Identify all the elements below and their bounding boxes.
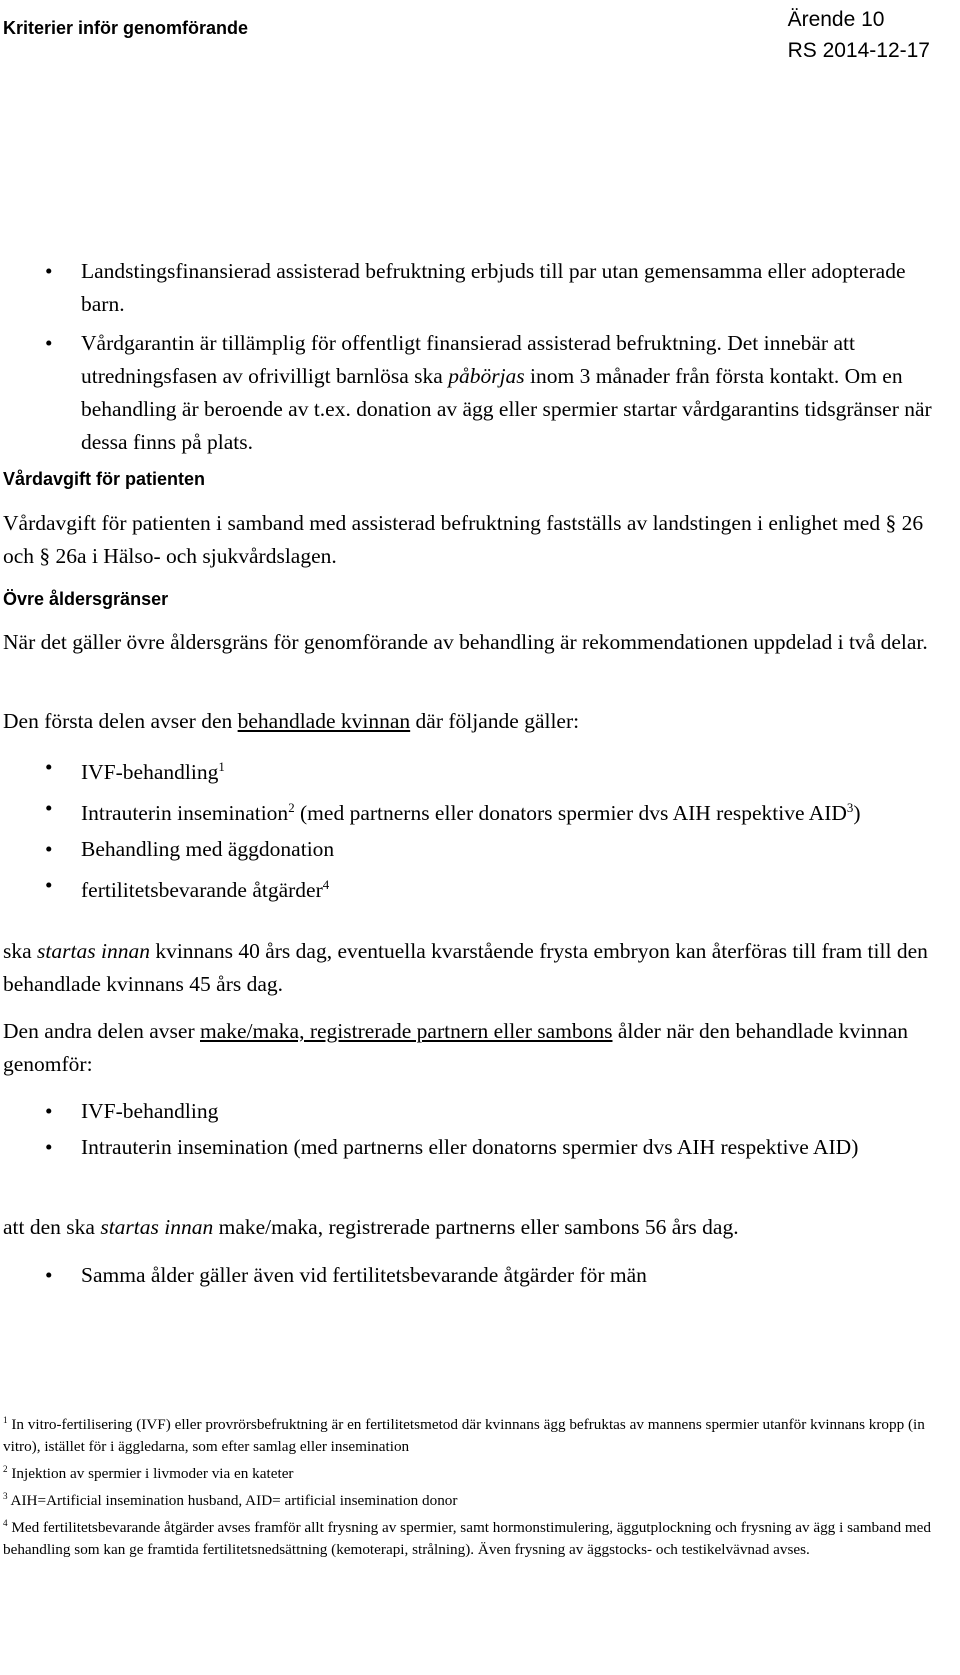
document-header — [788, 4, 930, 66]
bullet-icon: • — [45, 1263, 53, 1287]
case-number: Ärende 10 — [787, 8, 885, 31]
footnote-3: $^3$ AIH=Artificial insemination husband, AID= artificial insemination donor — [3, 1491, 458, 1510]
age-list-3 — [3, 1259, 943, 1292]
list-item: • fertilitetsbevarande åtgärder$^4$ — [3, 869, 943, 907]
list-item: • IVF-behandling — [3, 1095, 943, 1128]
footnote-4: $^4$ Med fertilitetsbevarande åtgärder avses framför allt frysning av spermier, samt hormonstimulering, äggutplockning och frysning av ägg i samband med behandling som kan ge framtida fertilitetsnedsättning (kemoterapi, strålning). Även frysning av äggstocks- och testikelvävnad avses. — [3, 1518, 932, 1559]
bullet-icon: • — [45, 873, 53, 898]
criteria-heading: Kriterier inför genomförande — [3, 18, 249, 38]
age-intro: När det gäller övre åldersgräns för genomförande av behandling är rekommendationen uppdelad i två delar. — [3, 630, 928, 654]
footnotes — [3, 1409, 943, 1561]
list-item: • IVF-behandling$^1$ — [3, 751, 943, 789]
list-item: • Behandling med äggdonation — [3, 833, 943, 866]
fee-text: Vårdavgift för patienten i samband med assisterad befruktning fastställs av landstingen i enlighet med § 26 och § 26a i Hälso- och sjukvårdslagen. — [3, 511, 924, 568]
bullet-icon: • — [45, 796, 53, 821]
list-item: • Intrauterin insemination$^2$ (med partnerns eller donators spermier dvs AIH respektive AID$^3$) — [3, 792, 943, 830]
footnote-1: $^1$ In vitro-fertilisering (IVF) eller provrörsbefruktning är en fertilitetsmetod där kvinnans ägg befruktas av mannens spermier utanför kvinnans kropp (in vitro), istället för i äggledarna, som efter samlag eller insemination — [3, 1415, 925, 1456]
list-item: • Samma ålder gäller även vid fertilitetsbevarande åtgärder för män — [3, 1259, 943, 1292]
footnote-2: $^2$ Injektion av spermier i livmoder via en kateter — [3, 1464, 294, 1483]
bullet-icon: • — [45, 1099, 53, 1123]
bullet-icon: • — [45, 1135, 53, 1159]
age-list-2 — [3, 1095, 943, 1164]
list-item: • Landstingsfinansierad assisterad befruktning erbjuds till par utan gemensamma eller adopterade barn. — [3, 255, 943, 321]
age-list-1 — [3, 751, 943, 907]
bullet-icon: • — [45, 837, 53, 862]
age-heading: Övre åldersgränser — [3, 589, 169, 609]
bullet-icon: • — [45, 755, 53, 779]
age-part1-intro: Den första delen avser den behandlade kvinnan där följande gäller: — [3, 709, 580, 733]
age-rule-1: ska startas innan kvinnans 40 års dag, eventuella kvarstående frysta embryon kan återföras till fram till den behandlade kvinnans 45 års dag. — [3, 939, 928, 996]
list-item: • Vårdgarantin är tillämplig för offentligt finansierad assisterad befruktning. Det innebär att utredningsfasen av ofrivilligt barnlösa ska påbörjas inom 3 månader från första kontakt. Om en behandling är beroende av t.ex. donation av ägg eller spermier startar vårdgarantins tidsgränser när dessa finns på plats. — [3, 327, 943, 459]
list-item: • Intrauterin insemination (med partnerns eller donatorns spermier dvs AIH respektive AID) — [3, 1131, 943, 1164]
criteria-list — [3, 255, 943, 459]
bullet-icon: • — [45, 331, 53, 355]
fee-heading: Vårdavgift för patienten — [3, 469, 206, 489]
meeting-date: RS 2014-12-17 — [787, 39, 930, 62]
age-part2-intro: Den andra delen avser make/maka, registrerade partnern eller sambons ålder när den behandlade kvinnan genomför: — [3, 1019, 908, 1076]
age-rule-2: att den ska startas innan make/maka, registrerade partnerns eller sambons 56 års dag. — [3, 1215, 739, 1239]
bullet-icon: • — [45, 259, 53, 283]
